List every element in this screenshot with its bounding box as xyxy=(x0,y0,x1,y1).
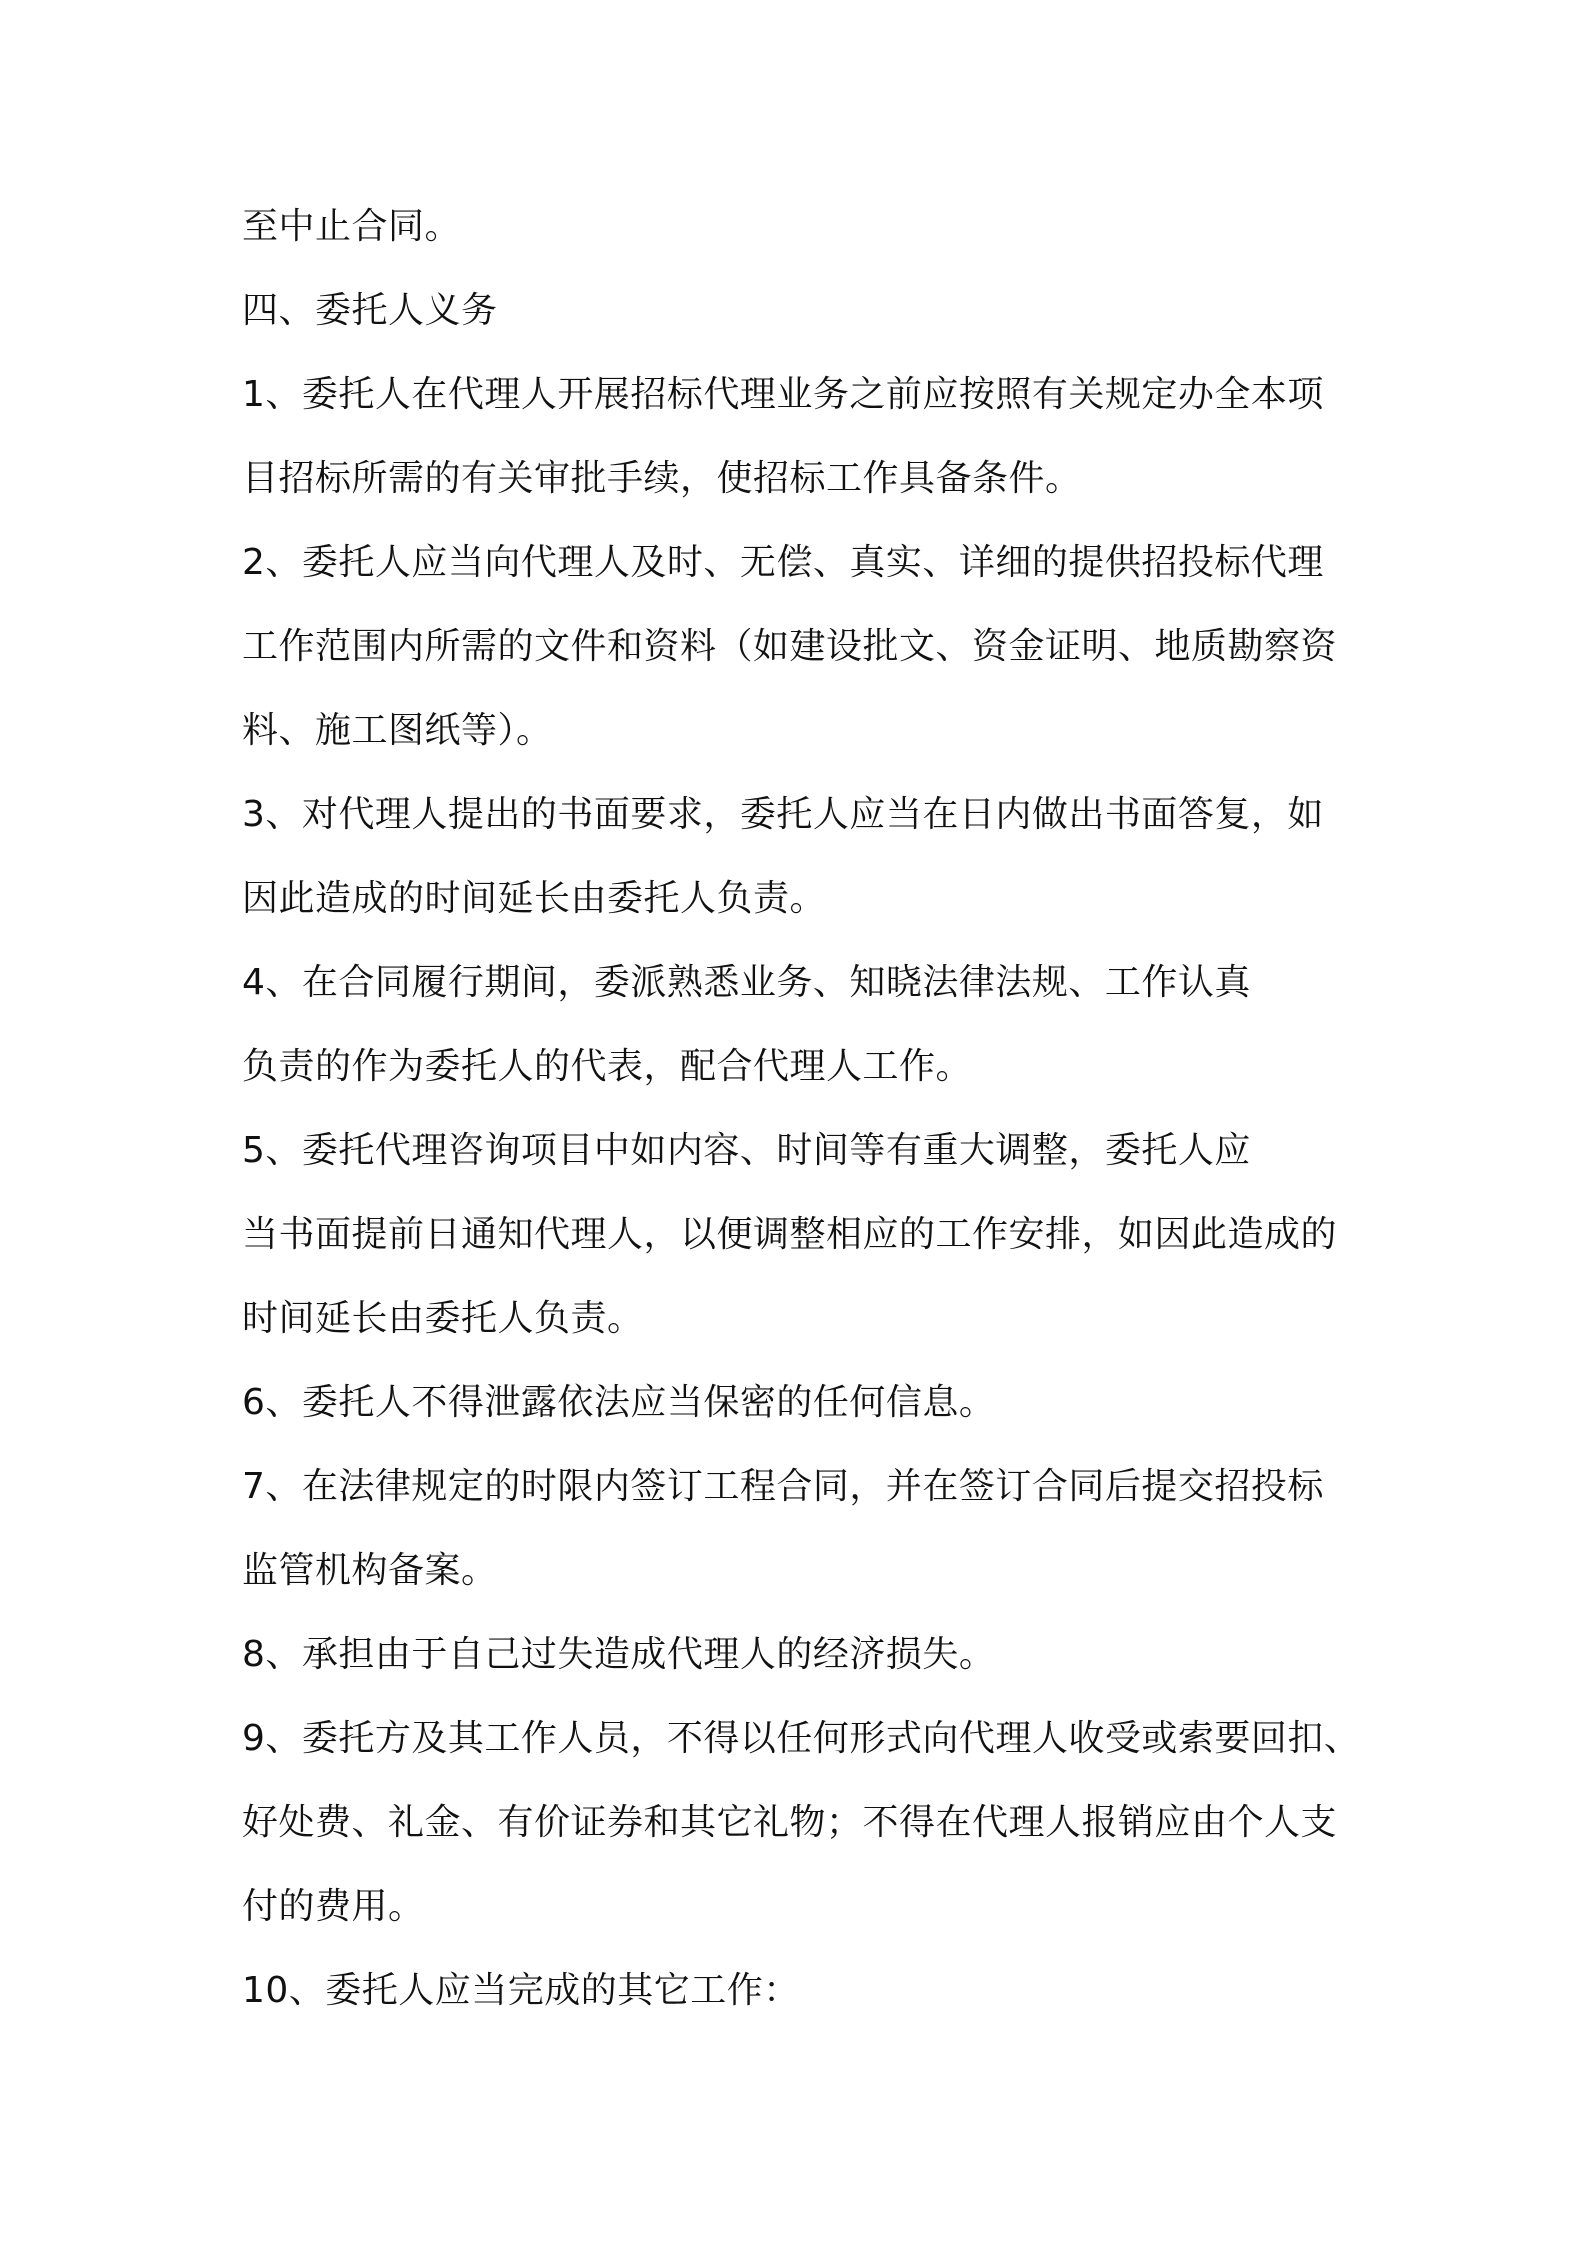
text-line: 1、委托人在代理人开展招标代理业务之前应按照有关规定办全本项 xyxy=(242,374,1324,415)
text-line: 工作范围内所需的文件和资料（如建设批文、资金证明、地质勘察资 xyxy=(242,626,1338,667)
text-line: 至中止合同。 xyxy=(242,206,462,247)
text-line: 付的费用。 xyxy=(242,1886,425,1927)
text-line: 因此造成的时间延长由委托人负责。 xyxy=(242,878,827,919)
text-line: 料、施工图纸等）。 xyxy=(242,710,553,751)
text-line: 监管机构备案。 xyxy=(242,1550,498,1591)
text-line: 2、委托人应当向代理人及时、无偿、真实、详细的提供招投标代理 xyxy=(242,542,1324,583)
text-line: 8、承担由于自己过失造成代理人的经济损失。 xyxy=(242,1634,996,1675)
text-line: 10、委托人应当完成的其它工作： xyxy=(242,1970,800,2011)
text-line: 目招标所需的有关审批手续，使招标工作具备条件。 xyxy=(242,458,1082,499)
text-line: 3、对代理人提出的书面要求，委托人应当在日内做出书面答复，如 xyxy=(242,794,1324,835)
text-line: 好处费、礼金、有价证券和其它礼物；不得在代理人报销应由个人支 xyxy=(242,1802,1338,1843)
text-line: 9、委托方及其工作人员，不得以任何形式向代理人收受或索要回扣、 xyxy=(242,1718,1361,1759)
text-line: 4、在合同履行期间，委派熟悉业务、知晓法律法规、工作认真 xyxy=(242,962,1251,1003)
text-line: 6、委托人不得泄露依法应当保密的任何信息。 xyxy=(242,1382,996,1423)
section-heading: 四、委托人义务 xyxy=(242,290,498,331)
text-line: 7、在法律规定的时限内签订工程合同，并在签订合同后提交招投标 xyxy=(242,1466,1324,1507)
text-line: 5、委托代理咨询项目中如内容、时间等有重大调整，委托人应 xyxy=(242,1130,1251,1171)
text-line: 当书面提前日通知代理人，以便调整相应的工作安排，如因此造成的 xyxy=(242,1214,1338,1255)
text-line: 时间延长由委托人负责。 xyxy=(242,1298,644,1339)
text-line: 负责的作为委托人的代表，配合代理人工作。 xyxy=(242,1046,973,1087)
